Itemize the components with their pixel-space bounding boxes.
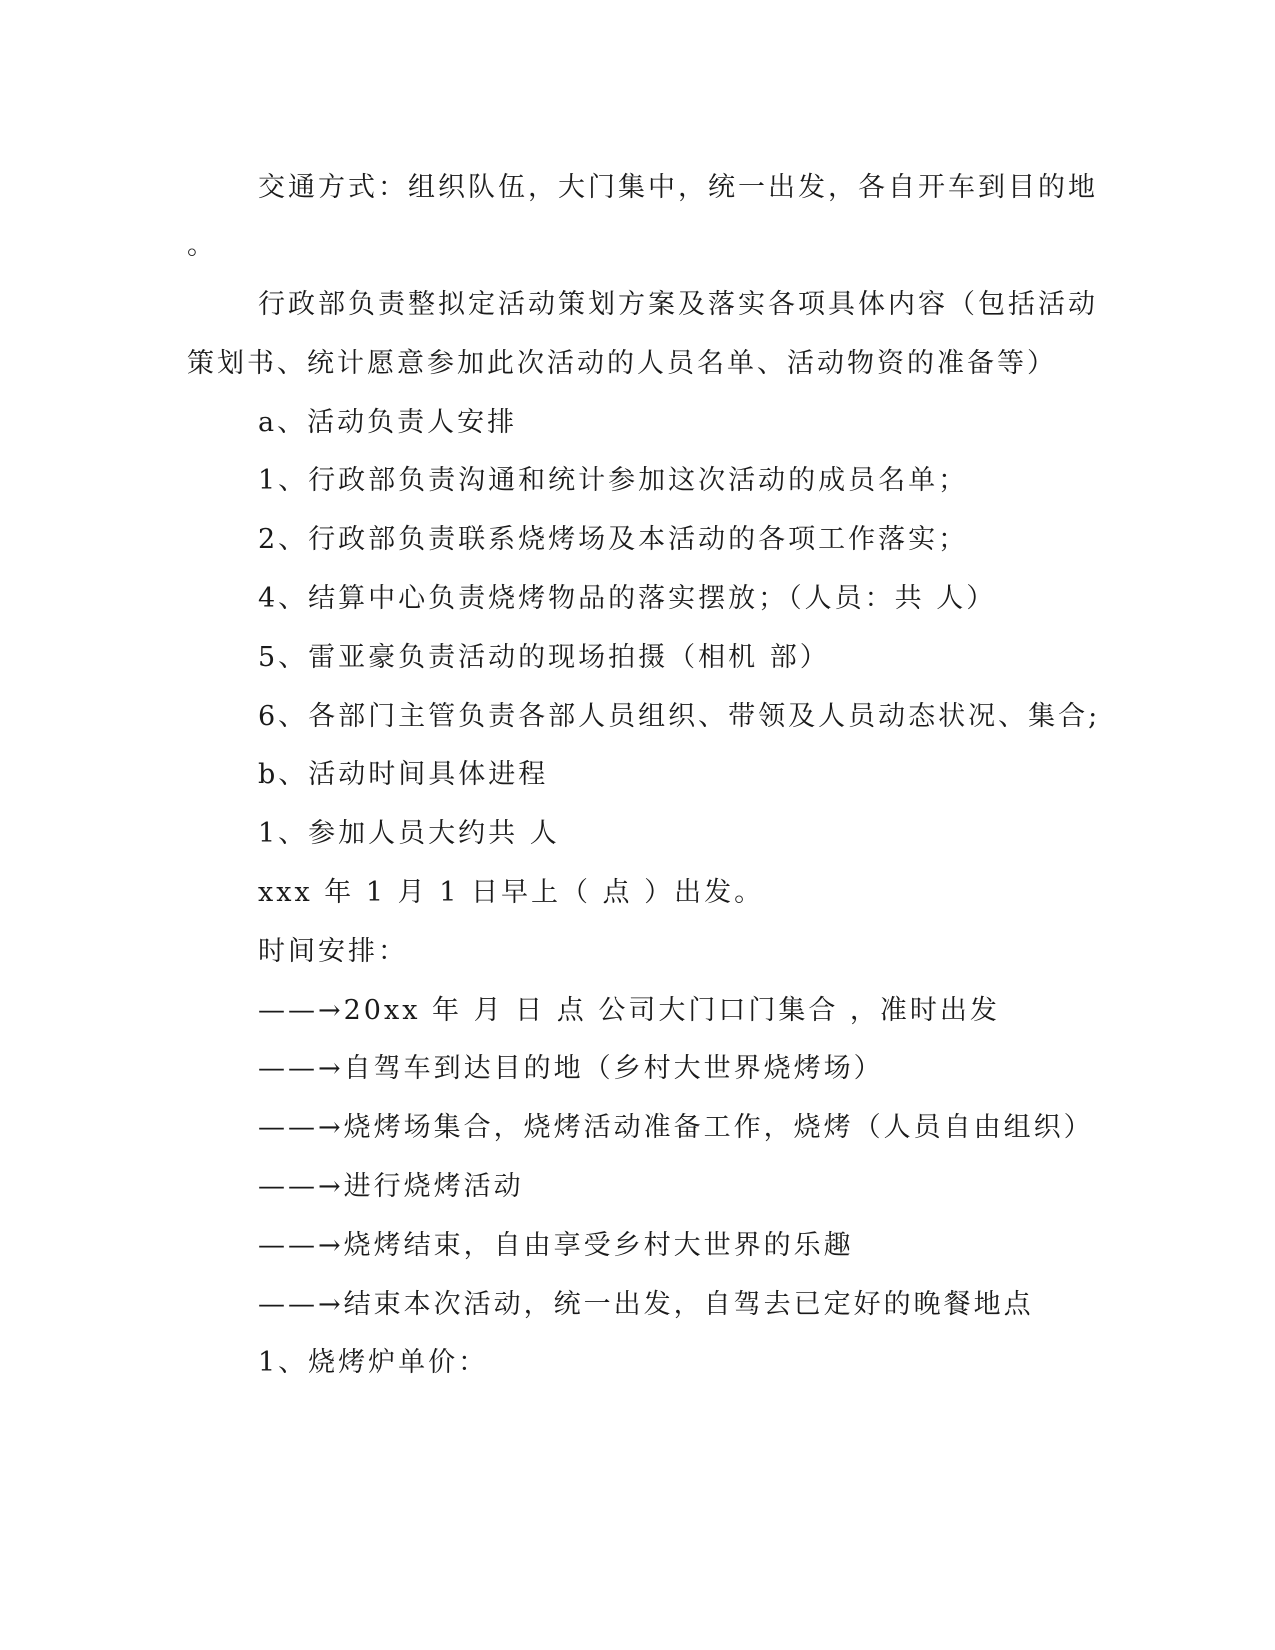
schedule-item: ——→进行烧烤活动	[258, 1171, 524, 1202]
schedule-item: ——→自驾车到达目的地（乡村大世界烧烤场）	[258, 1053, 884, 1084]
list-item: 2、行政部负责联系烧烤场及本活动的各项工作落实；	[258, 524, 969, 555]
schedule-item: ——→结束本次活动，统一出发，自驾去已定好的晚餐地点	[258, 1289, 1034, 1320]
schedule-item: ——→烧烤结束，自由享受乡村大世界的乐趣	[258, 1230, 854, 1261]
list-item: 5、雷亚豪负责活动的现场拍摄（相机 部）	[258, 642, 830, 673]
list-item: 1、参加人员大约共 人	[258, 818, 560, 849]
paragraph-admin-plan: 行政部负责整拟定活动策划方案及落实各项具体内容（包括活动	[258, 289, 1098, 320]
list-item: 1、行政部负责沟通和统计参加这次活动的成员名单；	[258, 465, 969, 496]
list-item: 6、各部门主管负责各部人员组织、带领及人员动态状况、集合;	[258, 701, 1101, 732]
schedule-item: ——→20xx 年 月 日 点 公司大门口门集合 ，准时出发	[258, 995, 1000, 1026]
list-item: 4、结算中心负责烧烤物品的落实摆放；（人员：共 人）	[258, 583, 997, 614]
price-heading: 1、烧烤炉单价：	[258, 1347, 489, 1378]
section-heading-a: a、活动负责人安排	[258, 407, 518, 438]
schedule-item: ——→烧烤场集合，烧烤活动准备工作，烧烤（人员自由组织）	[258, 1112, 1094, 1143]
paragraph-transport: 交通方式：组织队伍，大门集中，统一出发，各自开车到目的地	[258, 172, 1098, 203]
section-heading-b: b、活动时间具体进程	[258, 759, 549, 790]
departure-time: xxx 年 1 月 1 日早上（ 点 ）出发。	[258, 877, 765, 908]
paragraph-transport-end: 。	[187, 230, 217, 261]
schedule-heading: 时间安排：	[258, 936, 408, 967]
paragraph-admin-plan-cont: 策划书、统计愿意参加此次活动的人员名单、活动物资的准备等）	[187, 348, 1057, 379]
